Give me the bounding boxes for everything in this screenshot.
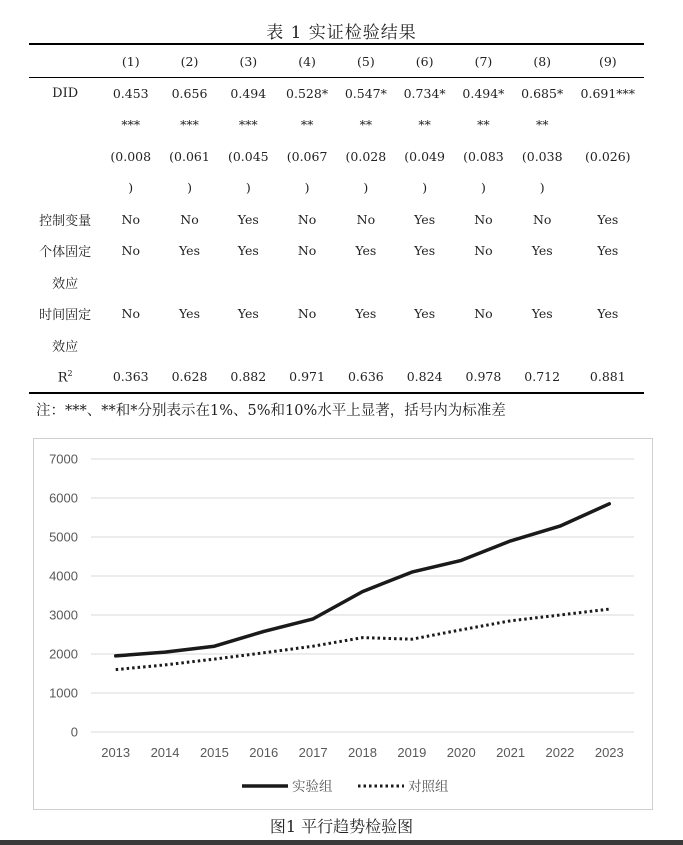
column-header: (2)	[180, 54, 199, 70]
series-line-2	[116, 609, 610, 670]
x-tick-label: 2019	[397, 745, 427, 760]
did-se: (0.067	[286, 148, 328, 164]
r2-value: 0.628	[171, 369, 208, 385]
did-coef: 0.528*	[286, 85, 329, 101]
x-tick-label: 2018	[348, 745, 377, 760]
control-value: No	[474, 211, 493, 227]
time-fe-value: Yes	[597, 306, 619, 322]
control-value: No	[180, 211, 199, 227]
did-se: (0.038	[521, 148, 563, 164]
y-tick-label: 6000	[49, 490, 78, 506]
did-se-close	[572, 172, 644, 204]
x-tick-label: 2016	[249, 745, 279, 760]
individual-fe-row-cont	[29, 267, 644, 299]
time-fe-value: Yes	[355, 306, 377, 322]
x-tick-label: 2021	[496, 745, 526, 760]
individual-fe-value: Yes	[531, 243, 553, 259]
did-se: (0.049	[404, 148, 445, 164]
column-header: (9)	[598, 54, 617, 70]
did-stars: **	[359, 117, 373, 133]
did-se: (0.083	[463, 148, 504, 164]
time-fe-value: Yes	[531, 306, 553, 322]
individual-fe-row	[29, 235, 644, 267]
did-stars: ***	[238, 117, 258, 133]
legend-label: 实验组	[292, 779, 333, 794]
r2-value: 0.971	[289, 369, 325, 385]
did-stars	[572, 109, 644, 141]
did-coef: 0.453	[112, 85, 149, 101]
did-coef-row	[29, 78, 644, 110]
row-label-r2: $R^2$	[57, 368, 73, 385]
individual-fe-value: Yes	[414, 243, 436, 259]
x-tick-label: 2017	[298, 745, 328, 760]
r2-value: 0.824	[406, 369, 443, 385]
control-value: No	[121, 211, 140, 227]
did-stars: **	[418, 117, 431, 133]
did-se-close: )	[363, 180, 369, 196]
time-fe-row-cont	[29, 330, 644, 362]
x-tick-label: 2022	[545, 745, 575, 760]
did-se-close: )	[187, 180, 192, 196]
did-se-close: )	[304, 180, 310, 196]
did-se: (0.028	[345, 148, 387, 164]
results-table	[29, 46, 644, 393]
did-stars: **	[300, 117, 314, 133]
did-se-close: )	[480, 180, 486, 196]
header-row	[29, 46, 644, 78]
did-stars-row	[29, 109, 644, 141]
did-se: (0.026)	[585, 148, 631, 164]
did-se-close: )	[422, 180, 428, 196]
legend-label: 对照组	[408, 779, 449, 794]
row-label-did: DID	[52, 85, 79, 101]
time-fe-value: No	[297, 306, 317, 322]
time-fe-value: Yes	[414, 306, 436, 322]
x-tick-label: 2013	[101, 745, 131, 760]
parallel-trend-chart	[34, 439, 652, 809]
table-top-rule	[29, 43, 644, 45]
r2-value: 0.636	[347, 369, 384, 385]
individual-fe-value: Yes	[597, 243, 619, 259]
row-label-individual-fe-cont: 效应	[52, 276, 79, 292]
column-header: (1)	[121, 54, 140, 70]
r2-value: 0.363	[112, 369, 149, 385]
time-fe-value: Yes	[179, 306, 200, 322]
r2-value: 0.881	[589, 369, 626, 385]
control-row	[29, 204, 644, 236]
did-coef: 0.547*	[344, 85, 387, 101]
individual-fe-value: Yes	[237, 243, 259, 259]
did-se-row	[29, 141, 644, 173]
y-tick-label: 7000	[49, 451, 78, 467]
control-value: No	[356, 211, 376, 227]
y-tick-label: 5000	[49, 529, 78, 545]
did-stars: **	[535, 117, 549, 133]
did-coef: 0.494*	[462, 85, 505, 101]
did-se: (0.061	[169, 148, 210, 164]
bottom-divider	[0, 840, 683, 845]
x-tick-label: 2014	[150, 745, 180, 760]
did-coef: 0.685*	[521, 85, 564, 101]
did-se-close: )	[128, 180, 134, 196]
column-header: (4)	[298, 54, 316, 70]
control-value: Yes	[597, 211, 619, 227]
did-stars: **	[477, 117, 490, 133]
did-coef: 0.734*	[403, 85, 446, 101]
individual-fe-value: Yes	[355, 243, 377, 259]
did-se: (0.045	[227, 148, 269, 164]
did-coef: 0.494	[230, 85, 267, 101]
did-close-row	[29, 172, 644, 204]
control-value: No	[532, 211, 552, 227]
time-fe-value: No	[474, 306, 493, 322]
row-label-time-fe: 时间固定	[39, 308, 92, 324]
control-value: Yes	[414, 211, 436, 227]
y-tick-label: 3000	[49, 607, 78, 623]
table-note: 注：***、**和*分别表示在1%、5%和10%水平上显著，括号内为标准差	[36, 403, 506, 419]
individual-fe-value: No	[297, 243, 317, 259]
individual-fe-value: No	[121, 243, 140, 259]
y-tick-label: 0	[70, 724, 78, 740]
time-fe-value: Yes	[237, 306, 259, 322]
time-fe-value: No	[121, 306, 140, 322]
r2-row	[29, 361, 644, 393]
y-tick-label: 2000	[49, 646, 78, 662]
column-header: (5)	[357, 54, 375, 70]
row-label-time-fe-cont: 效应	[52, 339, 79, 355]
did-coef: 0.691***	[580, 85, 636, 101]
did-stars: ***	[180, 117, 199, 133]
column-header: (7)	[474, 54, 493, 70]
did-coef: 0.656	[171, 85, 208, 101]
did-se-close: )	[539, 180, 545, 196]
r2-value: 0.882	[230, 369, 267, 385]
time-fe-row	[29, 298, 644, 330]
x-tick-label: 2020	[446, 745, 476, 760]
did-se: (0.008	[110, 148, 152, 164]
control-value: Yes	[237, 211, 259, 227]
r2-value: 0.978	[465, 369, 502, 385]
x-tick-label: 2023	[594, 745, 624, 760]
control-value: No	[297, 211, 317, 227]
column-header: (8)	[533, 54, 552, 70]
y-tick-label: 4000	[49, 568, 78, 584]
y-tick-label: 1000	[49, 685, 78, 701]
did-stars: ***	[121, 117, 141, 133]
column-header: (6)	[415, 54, 434, 70]
figure-caption: 图1 平行趋势检验图	[269, 817, 414, 836]
individual-fe-value: No	[474, 243, 493, 259]
row-label-individual-fe: 个体固定	[39, 245, 92, 261]
x-tick-label: 2015	[199, 745, 229, 760]
did-se-close: )	[245, 180, 251, 196]
r2-value: 0.712	[524, 369, 561, 385]
table-title: 表 1 实证检验结果	[266, 23, 417, 43]
column-header: (3)	[239, 54, 258, 70]
chart-frame	[33, 438, 653, 810]
series-line-1	[116, 504, 610, 656]
individual-fe-value: Yes	[179, 243, 200, 259]
row-label-control: 控制变量	[39, 213, 92, 229]
